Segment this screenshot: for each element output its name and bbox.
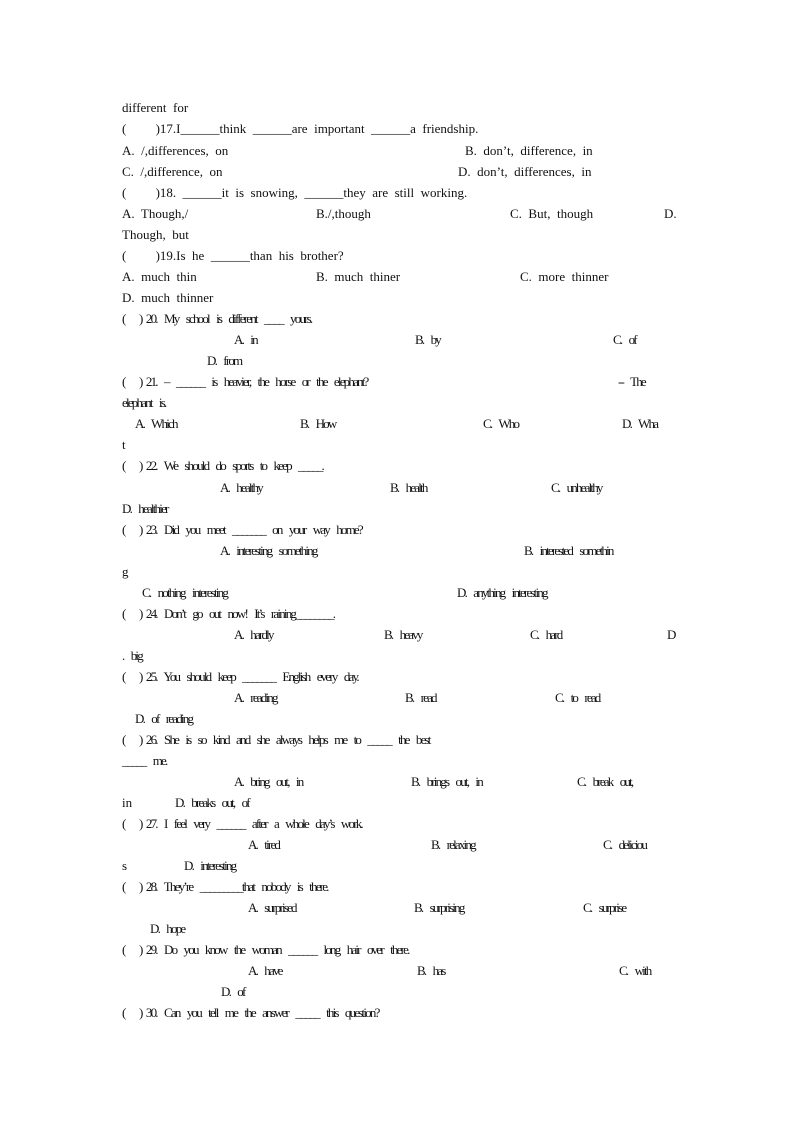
question-17: ( )17.I______think ______are important ______a friendship. <box>122 121 479 136</box>
option-c: C. hard <box>530 627 562 642</box>
option-b: B. don’t, difference, in <box>465 143 593 158</box>
option-c: C. But, though <box>510 206 594 221</box>
option-c: C. unhealthy <box>551 480 602 495</box>
question-24: ( ) 24. Don’t go out now! It’s raining________. <box>122 606 335 621</box>
option-a: A. /,differences, on <box>122 143 229 158</box>
option-a: A. Which <box>135 416 177 431</box>
question-23: ( ) 23. Did you meet _______ on your way home? <box>122 522 362 537</box>
option-d: D. hope <box>150 921 185 936</box>
option-b: B. How <box>300 416 336 431</box>
option-a: A. in <box>234 332 257 347</box>
question-25: ( ) 25. You should keep _______ English every day. <box>122 669 358 684</box>
option-c-cont: s <box>122 858 128 873</box>
question-21-cont: elephant is. <box>122 395 166 410</box>
option-a: A. interesting something <box>220 543 317 558</box>
option-d: D. of <box>221 984 245 999</box>
option-a: A. tired <box>248 837 280 852</box>
option-c: C. deliciou <box>603 837 647 852</box>
option-b: B. heavy <box>384 627 422 642</box>
question-29: ( ) 29. Do you know the woman ______ long hair over there. <box>122 942 409 957</box>
question-26-cont: _____ me. <box>122 753 167 768</box>
option-d: D. Wha <box>622 416 658 431</box>
option-c: C. Who <box>483 416 519 431</box>
option-c: C. more thinner <box>520 269 609 284</box>
question-27: ( ) 27. I feel very ______ after a whole day’s work. <box>122 816 362 831</box>
question-22: ( ) 22. We should do sports to keep _____. <box>122 458 324 473</box>
option-c: C. surprise <box>583 900 626 915</box>
option-b: B. read <box>405 690 436 705</box>
option-b-cont: g <box>122 564 129 579</box>
option-a: A. Though,/ <box>122 206 189 221</box>
option-d: D. <box>664 206 677 221</box>
question-18: ( )18. ______it is snowing, ______they are still working. <box>122 185 468 200</box>
option-d-cont: Though, but <box>122 227 189 242</box>
option-a: A. bring out, in <box>234 774 303 789</box>
option-a: A. have <box>248 963 282 978</box>
option-c: C. nothing interesting <box>142 585 228 600</box>
option-b: B. has <box>417 963 445 978</box>
option-d: D. much thinner <box>122 290 214 305</box>
question-26: ( ) 26. She is so kind and she always helps me to _____ the best <box>122 732 430 747</box>
text-line: different for <box>122 100 189 115</box>
option-d: D. from <box>207 353 242 368</box>
option-d: D. of reading <box>135 711 193 726</box>
option-b: B./,though <box>316 206 371 221</box>
option-a: A. reading <box>234 690 277 705</box>
option-c: C. with <box>619 963 651 978</box>
option-c: C. of <box>613 332 636 347</box>
option-c: C. /,difference, on <box>122 164 223 179</box>
question-21-end: -- The <box>618 374 645 389</box>
option-b: B. relaxing <box>431 837 475 852</box>
option-c: C. to read <box>555 690 600 705</box>
option-d: D. anything interesting <box>457 585 547 600</box>
option-d: D. interesting <box>184 858 236 873</box>
option-b: B. surprising <box>414 900 464 915</box>
option-c: C. break out, <box>577 774 633 789</box>
question-19: ( )19.Is he ______than his brother? <box>122 248 344 263</box>
option-d: D. healthier <box>122 501 168 516</box>
option-d: D <box>667 627 677 642</box>
option-d: D. don’t, differences, in <box>458 164 592 179</box>
question-21: ( ) 21. – ______ is heavier, the horse or the elephant? <box>122 374 368 389</box>
option-b: B. brings out, in <box>411 774 482 789</box>
question-30: ( ) 30. Can you tell me the answer _____ this question? <box>122 1005 379 1020</box>
option-d-cont: t <box>122 437 126 452</box>
option-d-cont: . big <box>122 648 142 663</box>
option-a: A. surprised <box>248 900 296 915</box>
option-c-cont: in <box>122 795 133 810</box>
option-b: B. by <box>415 332 440 347</box>
option-b: B. interested somethin <box>524 543 613 558</box>
option-b: B. much thiner <box>316 269 401 284</box>
option-a: A. healthy <box>220 480 262 495</box>
option-d: D. breaks out, of <box>175 795 249 810</box>
option-b: B. health <box>390 480 427 495</box>
option-a: A. much thin <box>122 269 197 284</box>
option-a: A. hardly <box>234 627 273 642</box>
question-28: ( ) 28. They’re _________that nobody is there. <box>122 879 328 894</box>
question-20: ( ) 20. My school is different ____ yours. <box>122 311 312 326</box>
